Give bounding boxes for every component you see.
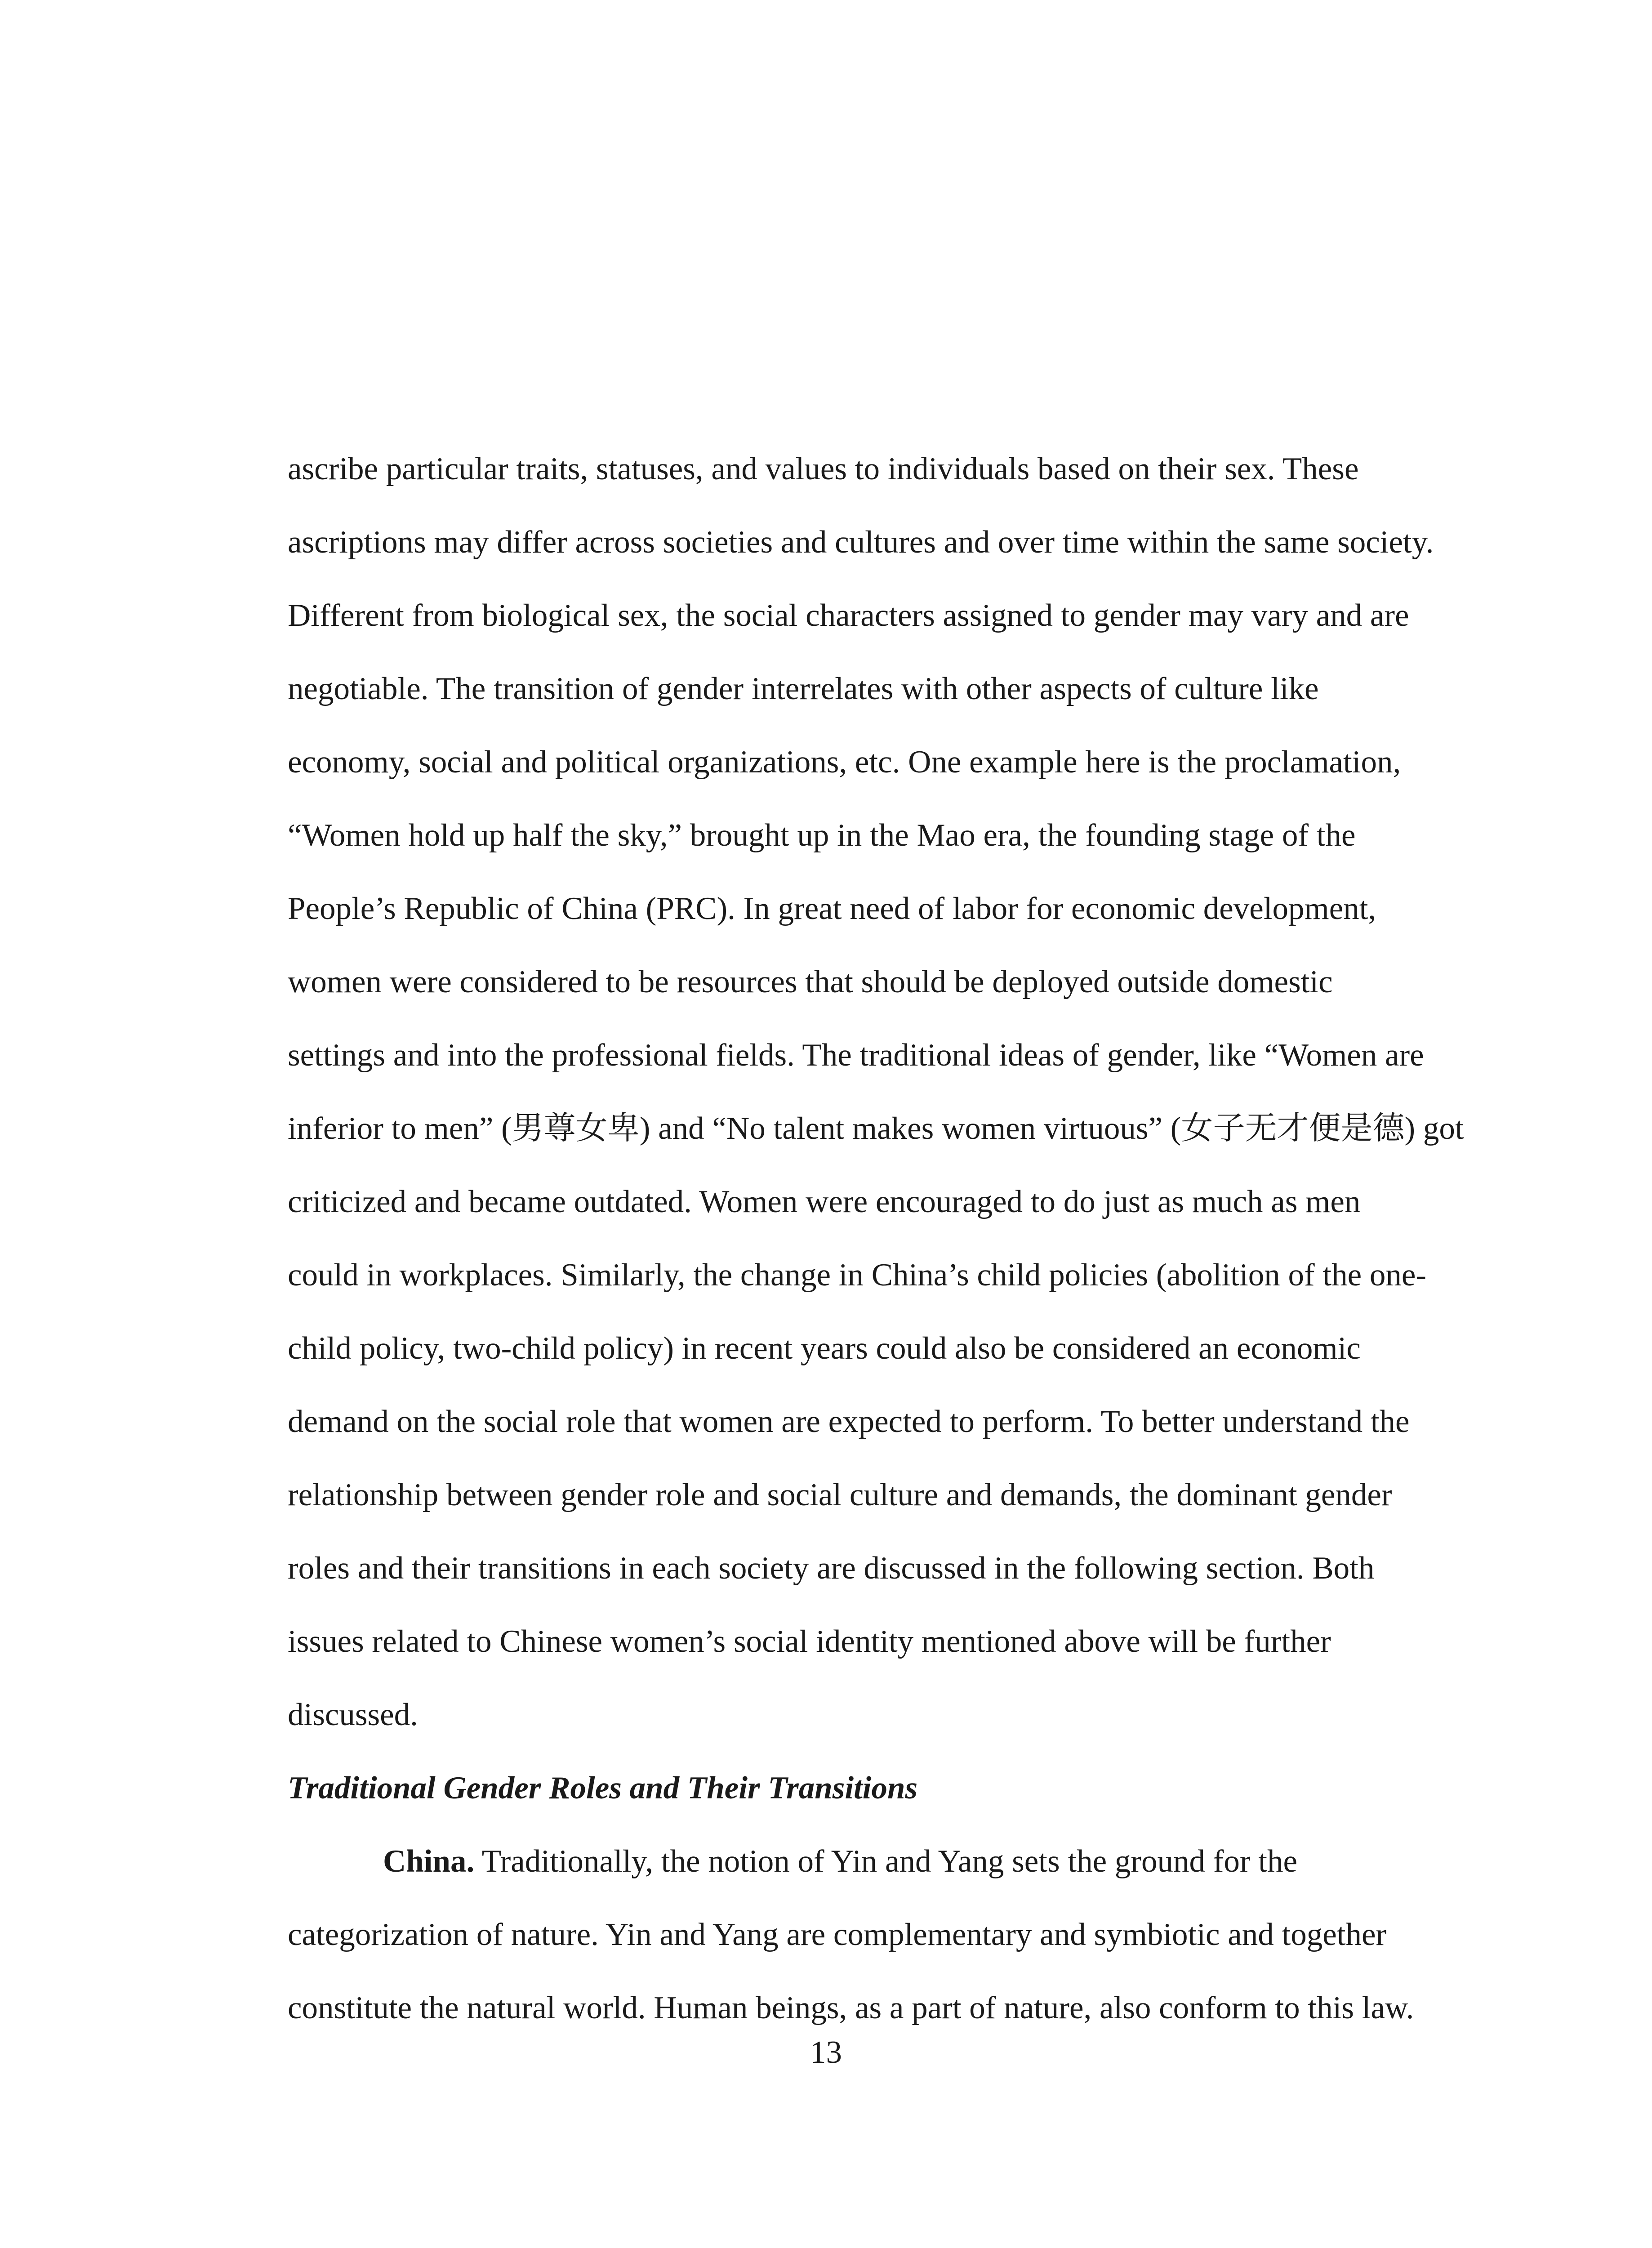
subsection-first-line: [288, 1825, 1438, 1898]
body-line: child policy, two-child policy) in recent years could also be considered an economic: [288, 1331, 1361, 1366]
body-line: People’s Republic of China (PRC). In great need of labor for economic development,: [288, 891, 1376, 926]
body-line: settings and into the professional fields. The traditional ideas of gender, like “Women are: [288, 1038, 1424, 1073]
section-heading: Traditional Gender Roles and Their Transitions: [288, 1771, 918, 1806]
body-line: discussed.: [288, 1697, 418, 1732]
body-line: negotiable. The transition of gender interrelates with other aspects of culture like: [288, 671, 1319, 706]
body-line: demand on the social role that women are expected to perform. To better understand the: [288, 1404, 1410, 1439]
body-line: ascriptions may differ across societies and cultures and over time within the same society.: [288, 525, 1434, 560]
body-line: categorization of nature. Yin and Yang are complementary and symbiotic and together: [288, 1917, 1387, 1952]
page-number: 13: [810, 2035, 842, 2070]
body-line: economy, social and political organizations, etc. One example here is the proclamation,: [288, 745, 1401, 780]
body-line: criticized and became outdated. Women were encouraged to do just as much as men: [288, 1184, 1361, 1219]
body-line: could in workplaces. Similarly, the change in China’s child policies (abolition of the one-: [288, 1258, 1427, 1293]
body-line: constitute the natural world. Human beings, as a part of nature, also conform to this law.: [288, 1990, 1414, 2025]
subsection-heading: China.: [383, 1844, 475, 1879]
body-line: ascribe particular traits, statuses, and values to individuals based on their sex. These: [288, 451, 1359, 486]
subsection-first-line-text: Traditionally, the notion of Yin and Yang sets the ground for the: [474, 1844, 1298, 1879]
body-line: inferior to men” (男尊女卑) and “No talent makes women virtuous” (女子无才便是德) got: [288, 1111, 1464, 1146]
body-line: relationship between gender role and social culture and demands, the dominant gender: [288, 1477, 1392, 1512]
body-line: “Women hold up half the sky,” brought up in the Mao era, the founding stage of the: [288, 818, 1356, 853]
body-line: Different from biological sex, the social characters assigned to gender may vary and are: [288, 598, 1409, 633]
body-line: roles and their transitions in each society are discussed in the following section. Both: [288, 1551, 1375, 1586]
body-line: issues related to Chinese women’s social identity mentioned above will be further: [288, 1624, 1331, 1659]
text-body: [288, 433, 1464, 2045]
body-line: women were considered to be resources that should be deployed outside domestic: [288, 964, 1333, 999]
